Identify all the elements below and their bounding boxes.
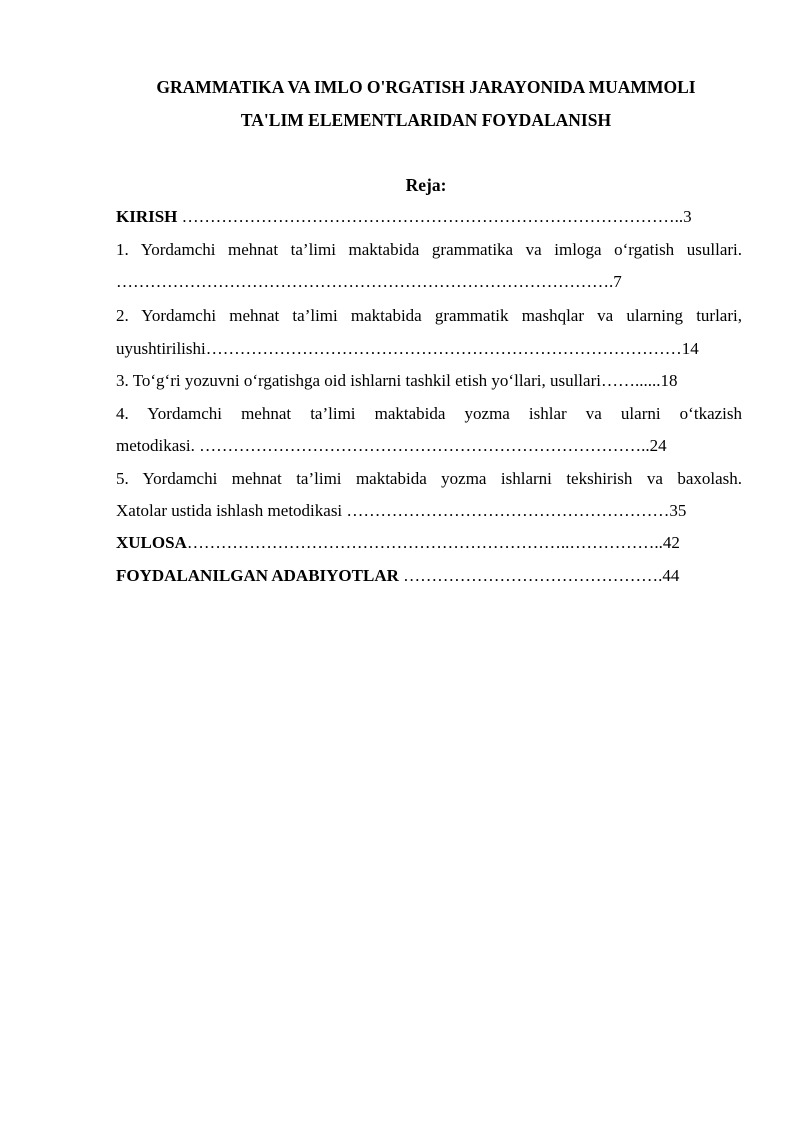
toc-kirish-dots: ……………………………………………………………………………..3 xyxy=(177,207,692,226)
toc-entry-2-line2: uyushtirilishi…………………………………………………………………………14 xyxy=(116,339,699,358)
toc-entry-5-line2: Xatolar ustida ishlash metodikasi …………………………………………………35 xyxy=(116,501,687,520)
document-title-line2: TA'LIM ELEMENTLARIDAN FOYDALANISH xyxy=(240,110,612,130)
toc-entry-4-line1: 4. Yordamchi mehnat ta’limi maktabida yozma ishlar va ularni o‘tkazish xyxy=(116,404,742,423)
toc-xulosa-label: XULOSA xyxy=(116,533,187,552)
toc-xulosa-dots: …………………………………………………………..……………..42 xyxy=(186,533,680,552)
toc-entry-kirish xyxy=(116,207,742,227)
document-title-line1: GRAMMATIKA VA IMLO O'RGATISH JARAYONIDA MUAMMOLI xyxy=(156,77,696,97)
toc-kirish-label: KIRISH xyxy=(116,207,178,226)
toc-entry-adabiyotlar xyxy=(116,566,742,586)
toc-entry-4-line2: metodikasi. ……………………………………………………………………..24 xyxy=(116,436,667,455)
plan-heading: Reja: xyxy=(405,175,447,195)
toc-entry-xulosa xyxy=(116,533,742,553)
toc-adabiyotlar-dots: ……………………………………….44 xyxy=(398,566,680,585)
toc-entry-1-line2: …………………………………………………………………………….7 xyxy=(116,272,622,291)
toc-adabiyotlar-label: FOYDALANILGAN ADABIYOTLAR xyxy=(116,566,399,585)
toc-entry-2-line1: 2. Yordamchi mehnat ta’limi maktabida grammatik mashqlar va ularning turlari, xyxy=(116,306,742,325)
toc-entry-5-line1: 5. Yordamchi mehnat ta’limi maktabida yozma ishlarni tekshirish va baxolash. xyxy=(116,469,742,488)
toc-entry-1-line1: 1. Yordamchi mehnat ta’limi maktabida grammatika va imloga o‘rgatish usullari. xyxy=(116,240,742,259)
toc-entry-3: 3. To‘g‘ri yozuvni o‘rgatishga oid ishlarni tashkil etish yo‘llari, usullari……......18 xyxy=(116,371,678,390)
